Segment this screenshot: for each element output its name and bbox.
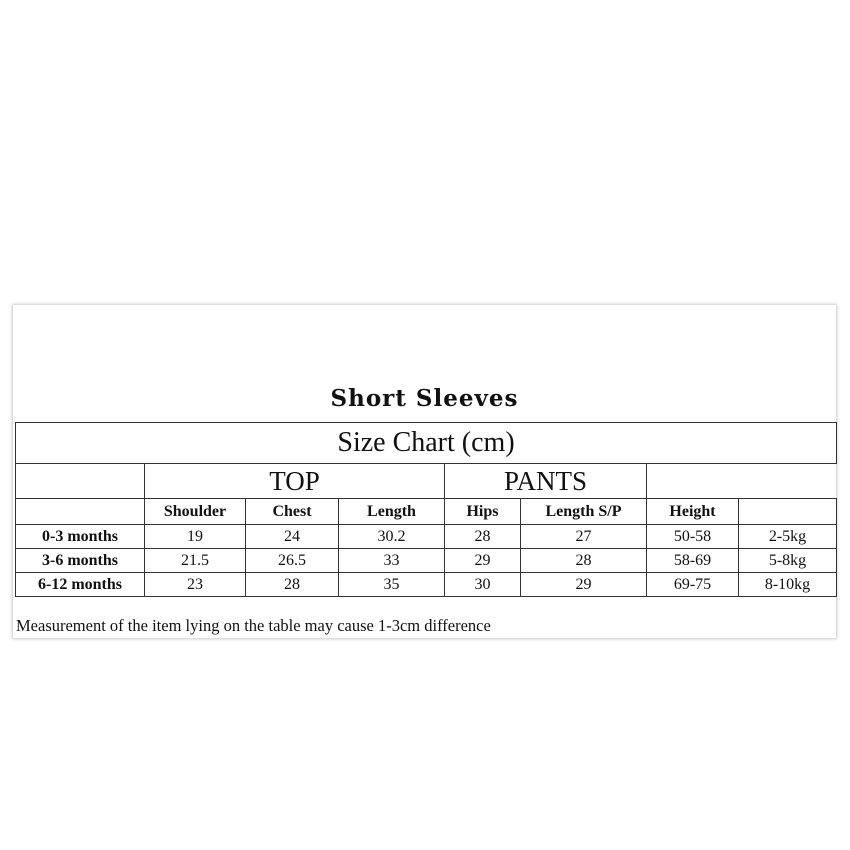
cell-chest: 28 <box>246 573 339 597</box>
cell-length: 35 <box>339 573 445 597</box>
table-row <box>16 573 837 597</box>
cell-height: 69-75 <box>647 573 739 597</box>
group-header-empty <box>647 464 837 499</box>
cell-shoulder: 21.5 <box>145 549 246 573</box>
table-row <box>16 549 837 573</box>
table-row <box>16 525 837 549</box>
corner-cell <box>16 499 145 525</box>
page-title: Short Sleeves <box>330 385 519 412</box>
cell-length-sp: 29 <box>521 573 647 597</box>
size-chart-card <box>13 305 836 638</box>
cell-shoulder: 19 <box>145 525 246 549</box>
column-header-length: Length <box>339 499 445 525</box>
corner-cell <box>16 464 145 499</box>
cell-height: 58-69 <box>647 549 739 573</box>
cell-hips: 28 <box>445 525 521 549</box>
cell-chest: 26.5 <box>246 549 339 573</box>
row-label: 6-12 months <box>16 573 145 597</box>
column-header-chest: Chest <box>246 499 339 525</box>
cell-chest: 24 <box>246 525 339 549</box>
table-caption: Size Chart (cm) <box>16 423 837 464</box>
cell-length-sp: 28 <box>521 549 647 573</box>
column-header-hips: Hips <box>445 499 521 525</box>
row-label: 3-6 months <box>16 549 145 573</box>
cell-height: 50-58 <box>647 525 739 549</box>
size-chart-table <box>15 422 837 597</box>
group-header-top: TOP <box>145 464 445 499</box>
row-label: 0-3 months <box>16 525 145 549</box>
cell-hips: 29 <box>445 549 521 573</box>
column-header-shoulder: Shoulder <box>145 499 246 525</box>
column-header-height: Height <box>647 499 739 525</box>
cell-shoulder: 23 <box>145 573 246 597</box>
column-header-weight <box>739 499 837 525</box>
cell-length: 30.2 <box>339 525 445 549</box>
column-header-length-sp: Length S/P <box>521 499 647 525</box>
measurement-note: Measurement of the item lying on the table may cause 1-3cm difference <box>16 616 491 635</box>
cell-weight: 5-8kg <box>739 549 837 573</box>
cell-hips: 30 <box>445 573 521 597</box>
cell-weight: 2-5kg <box>739 525 837 549</box>
cell-weight: 8-10kg <box>739 573 837 597</box>
cell-length-sp: 27 <box>521 525 647 549</box>
cell-length: 33 <box>339 549 445 573</box>
group-header-pants: PANTS <box>445 464 647 499</box>
